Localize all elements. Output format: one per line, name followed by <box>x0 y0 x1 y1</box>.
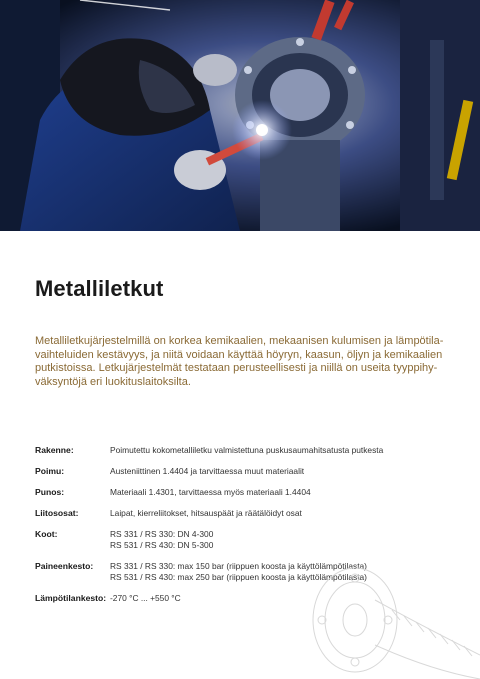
page-title: Metalliletkut <box>35 276 164 301</box>
spec-values <box>110 508 455 519</box>
spec-label: Paineenkesto: <box>35 561 94 571</box>
spec-value: -270 °C ... +550 °C <box>110 593 181 603</box>
flange-hose-icon <box>300 560 480 679</box>
spec-label: Koot: <box>35 529 58 539</box>
spec-row-liitososat <box>35 508 455 519</box>
spec-label: Lämpötilankesto: <box>35 593 107 603</box>
spec-value: RS 331 / RS 330: max 150 bar (riippuen koosta ja käyttölämpötilasta) <box>110 561 367 571</box>
intro-line: putkistoissa. Letkujärjestelmät testataan perusteellisesti ja niillä on useita tyyppihy- <box>35 362 438 375</box>
spec-value: Laipat, kierreliitokset, hitsauspäät ja räätälöidyt osat <box>110 508 302 518</box>
spec-value: RS 531 / RS 430: DN 5-300 <box>110 540 214 550</box>
spec-row-poimu <box>35 466 455 477</box>
spec-values <box>110 487 455 498</box>
welder-photo-icon <box>0 0 480 231</box>
spec-label: Punos: <box>35 487 65 497</box>
spec-value: RS 531 / RS 430: max 250 bar (riippuen koosta ja käyttölämpötilasta) <box>110 572 367 582</box>
spec-value: Poimutettu kokometalliletku valmistettuna puskusaumahitsatusta putkesta <box>110 445 384 455</box>
spec-row-koot <box>35 529 455 551</box>
spec-values <box>110 466 455 477</box>
intro-line: vaihteluiden kestävyys, ja niitä voidaan käyttää höyryn, kaasun, öljyn ja kemikaalien <box>35 348 443 361</box>
spec-values <box>110 529 455 551</box>
intro-line: Metalliletkujärjestelmillä on korkea kemikaalien, mekaanisen kulumisen ja lämpötila- <box>35 335 444 347</box>
intro-paragraph <box>35 335 445 389</box>
spec-value: Materiaali 1.4301, tarvittaessa myös materiaali 1.4404 <box>110 487 311 497</box>
spec-row-punos <box>35 487 455 498</box>
intro-line: väksyntöjä eri luokituslaitoksilta. <box>35 375 191 388</box>
spec-values <box>110 445 455 456</box>
spec-label: Poimu: <box>35 466 65 476</box>
spec-value: RS 331 / RS 330: DN 4-300 <box>110 529 214 539</box>
hero-photo <box>0 0 480 231</box>
spec-label: Rakenne: <box>35 445 74 455</box>
spec-value: Austeniittinen 1.4404 ja tarvittaessa muut materiaalit <box>110 466 305 476</box>
spec-row-rakenne <box>35 445 455 456</box>
spec-label: Liitososat: <box>35 508 79 518</box>
